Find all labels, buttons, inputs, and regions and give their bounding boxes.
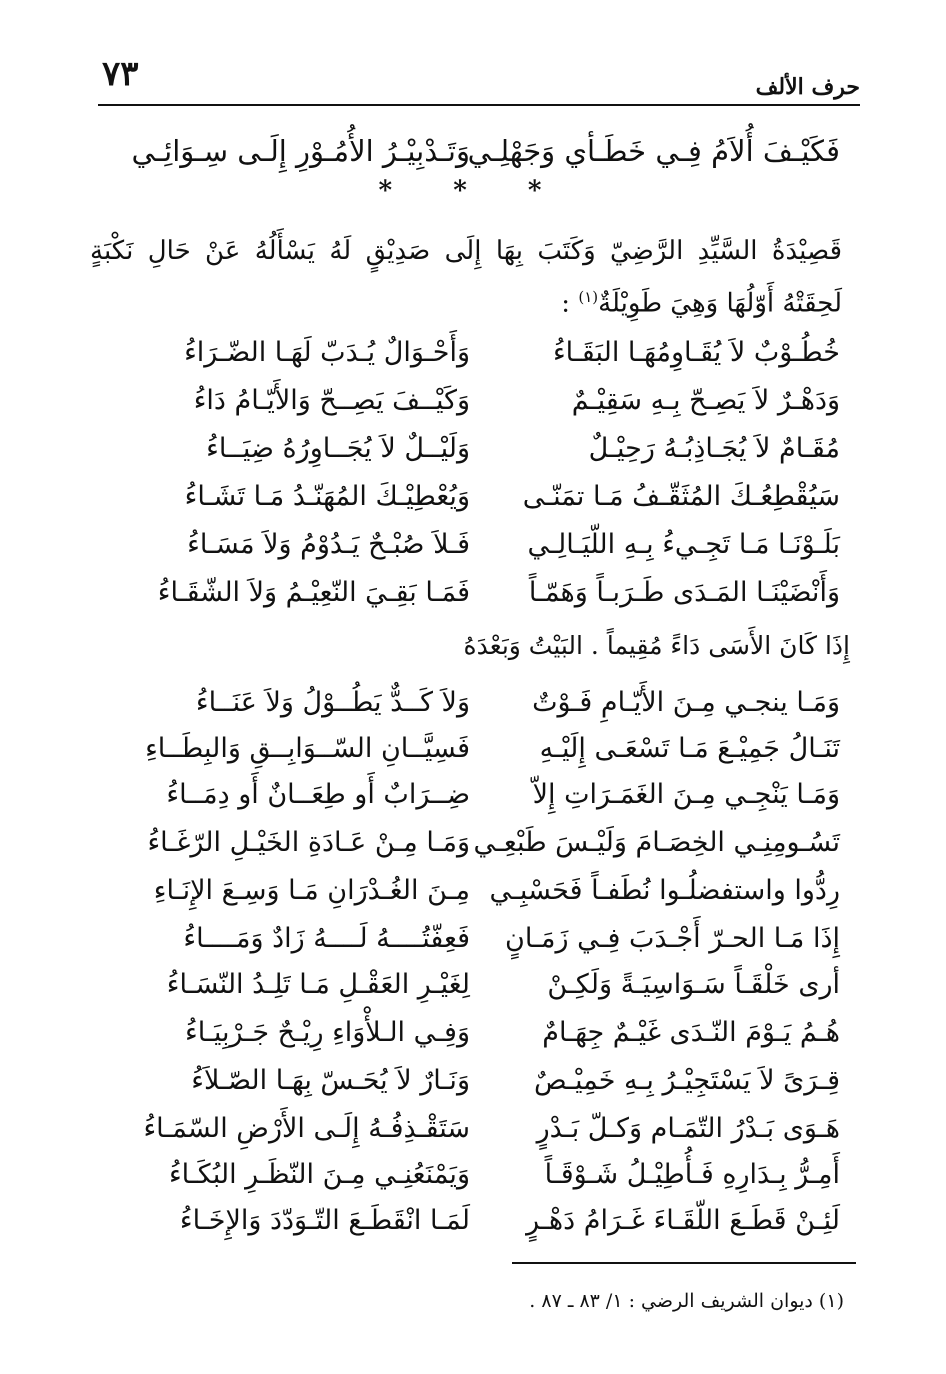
verse-first-hemistich: سَيُقْطِعُـكَ المُثَقّـفُ مَـا تمَنّـى: [522, 481, 840, 512]
verse-row: [110, 868, 850, 914]
verse-row: [110, 378, 850, 424]
verse-first-hemistich: تَسُـومِنِـي الخِصَـامَ وَلَيْـسَ طَبْعِـي: [473, 827, 840, 858]
verse-first-hemistich: وَمَـا ينجـي مِـنَ الأَيّـامِ فَـوْتٌ: [532, 687, 840, 718]
verse-first-hemistich: فَكَيْـفَ أُلاَمُ فِـي خَطَـأي وَجَهْلِـي: [467, 134, 840, 168]
opening-verse: [110, 128, 850, 174]
verse-second-hemistich: فَـلاَ صُبْـحٌ يَـدُوْمُ وَلاَ مَسَـاءُ: [187, 529, 470, 560]
verse-first-hemistich: لَئِـنْ قَطَـعَ اللّقَـاءَ غَـرَامُ دَهْـرٍ: [526, 1205, 840, 1236]
page-number: ٧٣: [102, 54, 139, 94]
verse-first-hemistich: رِدُّوا واستفضلُـوا نُطَفـاً فَحَسْبِـي: [489, 875, 840, 906]
verse-first-hemistich: مُقَـامٌ لاَ يُجَـاذِبُـهُ رَحِيْـلٌ: [588, 433, 840, 464]
verse-second-hemistich: وَكَيْــفَ يَصِــحّ وَالأَيّـامُ دَاءُ: [193, 385, 470, 416]
section-separator: * * *: [378, 176, 568, 206]
verse-row: [110, 962, 850, 1008]
footnote: (١) ديوان الشريف الرضي : ١/ ٨٣ ـ ٨٧ .: [529, 1290, 844, 1312]
verse-first-hemistich: بَلَـوْنَـا مَـا تَجِـيءُ بِـهِ اللّيَـالِـي: [527, 529, 840, 560]
verse-second-hemistich: لَمَـا انْقَطَـعَ التّـوَدّدَ وَالإِخَـاءُ: [179, 1205, 470, 1236]
verse-second-hemistich: لِغَيْـرِ العَقْـلِ مَـا تَلِـدُ النّسَـاءُ: [166, 969, 470, 1000]
interlude-line: إِذَا كَانَ الأَسَى دَاءً مُقِيماً . البَيْتُ وَبَعْدَهُ: [463, 631, 850, 660]
verse-row: [110, 570, 850, 616]
verse-first-hemistich: قِـرَىً لاَ يَسْتَجِيْـرُ بِـهِ خَمِيْـصٌ: [533, 1065, 840, 1096]
intro-colon: :: [561, 288, 579, 319]
verse-first-hemistich: تَنَـالُ جَمِيْـعَ مَـا تَسْعَـى إِلَيْـهِ: [539, 733, 840, 764]
verse-second-hemistich: وَمَـا مِـنْ عَـادَةِ الخَيْـلِ الرّغَـاءُ: [147, 827, 470, 858]
verse-row: [110, 426, 850, 472]
intro-paragraph: [90, 228, 842, 327]
verse-second-hemistich: وَيَمْنَعُنِـي مِـنَ النّظَـرِ البُكَـاءُ: [168, 1159, 470, 1190]
footnote-marker: (١): [578, 288, 599, 306]
section-title: حرف الألف: [755, 74, 860, 100]
verse-first-hemistich: وَمَـا يَنْجِـي مِـنَ الغَمَـرَاتِ إِلاّ: [532, 779, 840, 810]
verse-second-hemistich: وَفِـي الـلأْوَاءِ رِيْـحٌ جَـرْبِيَـاءُ: [185, 1017, 470, 1048]
verse-row: [110, 1010, 850, 1056]
header-rule: [98, 104, 860, 106]
verse-second-hemistich: وَتَـدْبِيْـرُ الأُمُـوْرِ إِلَـى سِـوَائِـي: [131, 134, 470, 168]
verse-row: [110, 1198, 850, 1244]
verse-first-hemistich: هَـوَى بَـدْرُ التّمَـام وَكـلّ بَـدْرٍ: [536, 1113, 840, 1144]
verse-first-hemistich: وَأَنْضَيْنَـا المَـدَى طَـرَبـاً وَهَمّـاً: [528, 577, 840, 608]
verse-second-hemistich: وَنَـارٌ لاَ يُحَـسّ بِهَـا الصّـلاَءُ: [191, 1065, 470, 1096]
verse-row: [110, 330, 850, 376]
verse-first-hemistich: وَدَهْـرٌ لاَ يَصِـحّ بِـهِ سَقِيْـمٌ: [571, 385, 840, 416]
footnote-rule: [512, 1262, 856, 1264]
verse-second-hemistich: وَيُعْطِيْـكَ المُهَنّـدُ مَـا تَشَـاءُ: [184, 481, 470, 512]
verse-first-hemistich: أَمِـرُّ بِـدَارِهِ فَـأُطِيْـلُ شَـوْقَـاً: [544, 1159, 840, 1190]
verse-row: [110, 726, 850, 772]
verse-row: [110, 1106, 850, 1152]
verse-first-hemistich: خُطُـوْبٌ لاَ يُقَـاوِمُهَـا البَقَـاءُ: [552, 337, 840, 368]
verse-row: [110, 1152, 850, 1198]
verse-row: [110, 916, 850, 962]
verse-first-hemistich: أرى خَلْقَـاً سَـوَاسِيَـةً وَلَكِـنْ: [547, 969, 840, 1000]
verse-row: [110, 772, 850, 818]
verse-row: [110, 522, 850, 568]
verse-second-hemistich: وَلَيْــلٌ لاَ يُجَــاوِرُهُ ضِيَــاءُ: [206, 433, 470, 464]
verse-second-hemistich: سَتَقْـذِفُـهُ إِلَـى الأَرْضِ السّمَـاءُ: [143, 1113, 470, 1144]
verse-first-hemistich: إِذَا مَـا الحـرّ أَجْـدَبَ فِـي زَمَـانٍ: [505, 923, 840, 954]
verse-second-hemistich: ضِــرَابٌ أَو طِعَــانٌ أَو دِمَــاءُ: [166, 779, 470, 810]
verse-second-hemistich: وَأَحْـوَالٌ يُـدَبّ لَهَـا الضّـرَاءُ: [184, 337, 470, 368]
verse-row: [110, 680, 850, 726]
verse-first-hemistich: هُـمُ يَـوْمَ النّـدَى غَيْـمٌ جِهَـامٌ: [542, 1017, 840, 1048]
verse-second-hemistich: وَلاَ كَــدٌّ يَطُــوْلُ وَلاَ عَنَــاءُ: [195, 687, 470, 718]
verse-second-hemistich: فَسِيَّــانِ السّــوَابِــقِ وَالبِطَــاءِ: [145, 733, 470, 764]
verse-row: [110, 474, 850, 520]
verse-row: [110, 1058, 850, 1104]
verse-second-hemistich: فَعِفّتُــــهُ لَــــهُ زَادٌ وَمَــــاءُ: [183, 923, 470, 954]
verse-row: [110, 820, 850, 866]
intro-text: قَصِيْدَةُ السَّيِّدِ الرَّضِيّ وَكَتَبَ بِهَا إِلَى صَدِيْقٍ لَهُ يَسْأَلُهُ عَنْ حَالِ نَكْبَةٍ لَحِقَتْهُ أَوّلُهَا وَهِيَ طَوِيْلَةٌ: [90, 236, 842, 319]
verse-second-hemistich: فَمَـا بَقِـيَ النّعِيْـمُ وَلاَ الشّقَـاءُ: [157, 577, 470, 608]
page-header: [98, 52, 860, 102]
verse-second-hemistich: مِـنَ الغُـدْرَانِ مَـا وَسِـعَ الإِنَـاءِ: [153, 875, 470, 906]
